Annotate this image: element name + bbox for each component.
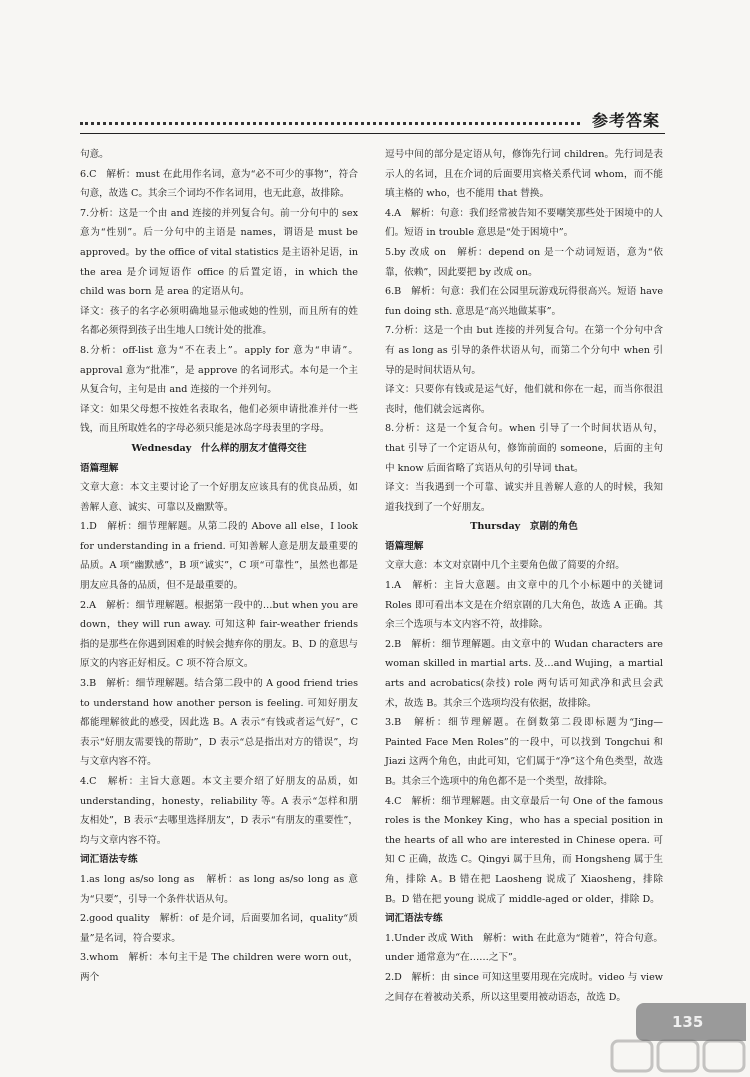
text-line: 逗号中间的部分是定语从句，修饰先行词 children。先行词是表示人的名词，且在介词的后面要用宾格关系代词 whom，而不能填主格的 who，也不能用 that 替换。	[385, 149, 663, 200]
answer-item: 7.分析：这是一个由 but 连接的并列复合句。在第一个分句中含有 as long as 引导的条件状语从句，而第二个分句中 when 引导的是时间状语从句。	[385, 325, 663, 376]
answer-item: 1.D 解析：细节理解题。从第二段的 Above all else，I look for understanding in a friend. 可知善解人意是朋友最重要的品质。A 项“幽默感”，B 项“诚实”，C 项“可靠性”，虽然也都是朋友应具备的品质，但不是最重要的。	[80, 521, 362, 592]
answer-item: 2.D 解析：由 since 可知这里要用现在完成时。video 与 view 之间存在着被动关系，所以这里要用被动语态，故选 D。	[385, 971, 667, 1003]
answer-item: 3.B 解析：细节理解题。在倒数第二段即标题为“Jing—Painted Face Men Roles”的一段中，可以找到 Tongchui 和 Jiazi 这两个角色，由此可知，它们属于“净”这个角色类型，故选 B。其余三个选项中的角色都不是一个类型，故排除。	[385, 717, 667, 787]
section-title: Wednesday 什么样的朋友才值得交往	[131, 442, 307, 454]
subsection-label: 词汇语法专练	[80, 854, 138, 866]
answer-item: 2.B 解析：细节理解题。由文章中的 Wudan characters are woman skilled in martial arts. 及…and Wujing，a martial arts and acrobatics(杂技) role 两句话可知武净和武旦会武术，故选 B。其余三个选项均没有依据，故排除。	[385, 638, 667, 709]
watermark-logo	[610, 1035, 750, 1077]
answer-item: 8.分析：off-list 意为“不在表上”。apply for 意为“申请”。approval 意为“批准”，是 approve 的名词形式。本句是一个主从复合句，主句是由 and 连接的一个并列句。	[80, 344, 358, 396]
header-rule	[80, 133, 665, 134]
answer-item: 4.C 解析：细节理解题。由文章最后一句 One of the famous roles is the Monkey King，who has a special position in the hearts of all who are interested in Chinese opera. 可知 C 正确，故选 C。Qingyi 属于旦角，而 Hongsheng 属于生角，排除 A。B 错在把 Laosheng 说成了 Xiaosheng，排除 B。D 错在把 young 说成了 middle-aged or older，排除 D。	[385, 795, 667, 905]
page-number: 135	[672, 1013, 704, 1031]
answer-item: 4.C 解析：主旨大意题。本文主要介绍了好朋友的品质，如 understanding，honesty，reliability 等。A 表示“怎样和朋友相处”，B 表示“去哪里选择朋友”，D 表示“有朋友的重要性”，均与文章内容不符。	[80, 776, 362, 846]
answer-item: 8.分析：这是一个复合句。when 引导了一个时间状语从句，that 引导了一个定语从句，修饰前面的 someone，后面的主句中 know 后面省略了宾语从句的引导词 that。	[385, 423, 663, 474]
answer-item: 3.whom 解析：本句主干是 The children were worn out，两个	[80, 952, 358, 983]
answer-item: 7.分析：这是一个由 and 连接的并列复合句。前一分句中的 sex 意为“性别”。后一分句中的主语是 names，谓语是 must be approved。by the office of vital statistics 是主语补足语，in the area 是介词短语作 office 的后置定语，in which the child was born 是 area 的定语从句。	[80, 207, 362, 298]
answer-item: 4.A 解析：句意：我们经常被告知不要嘲笑那些处于困境中的人们。短语 in trouble 意思是“处于困境中”。	[385, 207, 663, 239]
summary: 文章大意：本文对京剧中几个主要角色做了简要的介绍。	[385, 560, 625, 572]
answer-item: 2.good quality 解析：of 是介词，后面要加名词，quality“质量”是名词，符合要求。	[80, 913, 358, 944]
translation: 译文：只要你有钱或是运气好，他们就和你在一起，而当你很沮丧时，他们就会远离你。	[385, 384, 663, 415]
subsection-label: 词汇语法专练	[385, 913, 443, 925]
right-column	[385, 145, 667, 1007]
text-line: 句意。	[80, 149, 109, 160]
subsection-label: 语篇理解	[80, 462, 119, 474]
dotted-rule	[80, 122, 580, 125]
translation: 译文：孩子的名字必须明确地显示他或她的性别，而且所有的姓名都必须得到孩子出生地人口统计处的批准。	[80, 305, 358, 337]
left-column	[80, 145, 362, 988]
answer-item: 6.B 解析：句意：我们在公园里玩游戏玩得很高兴。短语 have fun doing sth. 意思是“高兴地做某事”。	[385, 286, 667, 317]
section-title: Thursday 京剧的角色	[470, 521, 578, 533]
answer-item: 1.as long as/so long as 解析：as long as/so long as 意为“只要”，引导一个条件状语从句。	[80, 873, 358, 905]
answer-item: 5.by 改成 on 解析：depend on 是一个动词短语，意为“依靠，依赖”，因此要把 by 改成 on。	[385, 246, 663, 278]
answer-item: 3.B 解析：细节理解题。结合第二段中的 A good friend tries to understand how another person is feeling. 可知好朋友都能理解彼此的感受，因此选 B。A 表示“有钱或者运气好”，C 表示“好朋友需要钱的帮助”，D 表示“总是指出对方的错误”，均与文章内容不符。	[80, 678, 362, 768]
answer-item: 1.Under 改成 With 解析：with 在此意为“随着”，符合句意。under 通常意为“在……之下”。	[385, 932, 663, 964]
summary: 文章大意：本文主要讨论了一个好朋友应该具有的优良品质，如善解人意、诚实、可靠以及幽默等。	[80, 482, 358, 513]
answer-item: 2.A 解析：细节理解题。根据第一段中的…but when you are down，they will run away. 可知这种 fair-weather friends 指的是那些在你遇到困难的时候会抛弃你的朋友。B、D 的意思与原文的内容正好相反。C 项不符合原文。	[80, 599, 362, 670]
answer-item: 1.A 解析：主旨大意题。由文章中的几个小标题中的关键词 Roles 即可看出本文是在介绍京剧的几大角色，故选 A 正确。其余三个选项与本文内容不符，故排除。	[385, 580, 667, 631]
answer-item: 6.C 解析：must 在此用作名词，意为“必不可少的事物”，符合句意，故选 C。其余三个词均不作名词用，也无此意，故排除。	[80, 168, 358, 200]
translation: 译文：当我遇到一个可靠、诚实并且善解人意的人的时候，我知道我找到了一个好朋友。	[385, 482, 663, 513]
translation: 译文：如果父母想不按姓名表取名，他们必须申请批准并付一些钱，而且所取姓名的字母必须只能是冰岛字母表里的字母。	[80, 403, 358, 435]
page-header	[0, 0, 750, 150]
header-title: 参考答案	[592, 111, 661, 130]
subsection-label: 语篇理解	[385, 540, 424, 552]
